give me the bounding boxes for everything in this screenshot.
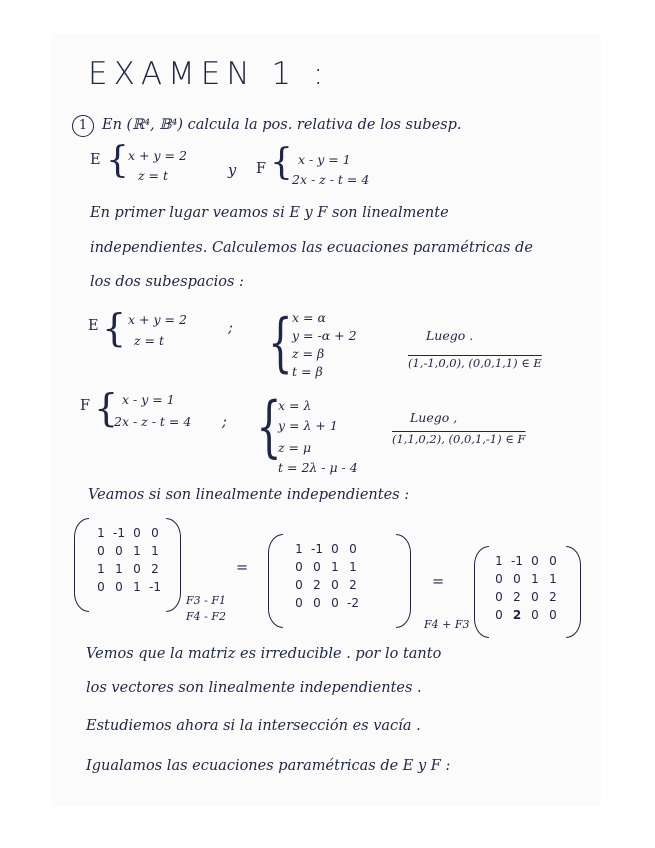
f-label: F — [256, 161, 267, 177]
matrix2-left-paren — [268, 534, 283, 628]
check-line: Veamos si son linealmente independientes : — [88, 487, 410, 503]
e-param-brace: { — [268, 306, 293, 380]
and-word: y — [228, 163, 237, 179]
e-brace: { — [106, 140, 129, 181]
e-vectors: (1,-1,0,0), (0,0,1,1) ∈ E — [408, 356, 542, 370]
m1-cell: 0 — [133, 526, 141, 540]
e-luego: Luego . — [426, 328, 474, 343]
matrix3 — [490, 554, 562, 626]
f-param-1: x = λ — [278, 398, 312, 413]
m3-cell: 0 — [513, 572, 521, 586]
m1-cell: 0 — [115, 580, 123, 594]
matrix3-left-paren — [474, 546, 489, 638]
f-brace: { — [270, 142, 293, 183]
e-separator: ; — [228, 320, 233, 336]
e-implicit-2: z = t — [134, 333, 165, 348]
m2-cell: 0 — [331, 542, 339, 556]
f-equation-1: x - y = 1 — [298, 152, 351, 167]
f-implicit-1: x - y = 1 — [122, 392, 175, 407]
matrix3-right-paren — [566, 546, 581, 638]
m1-cell: 1 — [115, 562, 123, 576]
f-param-4: t = 2λ - μ - 4 — [278, 460, 358, 475]
m1-cell: 1 — [97, 526, 105, 540]
m2-cell: 1 — [331, 560, 339, 574]
problem-number: 1 — [72, 115, 94, 137]
matrix1-right-paren — [166, 518, 181, 612]
e-implicit-1: x + y = 2 — [128, 312, 187, 327]
m2-cell: 1 — [349, 560, 357, 574]
f-luego: Luego , — [410, 410, 458, 425]
matrix2-right-paren — [396, 534, 411, 628]
f-param-3: z = μ — [278, 440, 312, 455]
m3-cell: 1 — [531, 572, 539, 586]
m1-cell: -1 — [149, 580, 161, 594]
m3-cell: 0 — [495, 572, 503, 586]
m2-cell: 0 — [331, 578, 339, 592]
f-system-brace: { — [94, 386, 119, 430]
f-implicit-2: 2x - z - t = 4 — [114, 414, 192, 429]
e-label: E — [90, 152, 101, 168]
m2-cell: 1 — [295, 542, 303, 556]
m3-cell: 0 — [495, 590, 503, 604]
m1-cell: 0 — [115, 544, 123, 558]
m3-cell: 2 — [549, 590, 557, 604]
f-vectors: (1,1,0,2), (0,0,1,-1) ∈ F — [392, 432, 526, 446]
f-equation-2: 2x - z - t = 4 — [292, 172, 370, 187]
m2-cell: 2 — [349, 578, 357, 592]
matrix2 — [290, 542, 362, 614]
m3-cell: 0 — [495, 608, 503, 622]
paragraph1-line3: los dos subespacios : — [90, 274, 244, 290]
e-param-1: x = α — [292, 310, 326, 325]
f-separator: ; — [222, 414, 227, 430]
m1-cell: 0 — [97, 544, 105, 558]
m2-cell: -1 — [311, 542, 323, 556]
problem-statement: En (ℝ⁴, 𝔹⁴) calcula la pos. relativa de los subesp. — [102, 117, 462, 133]
paragraph1-line2: independientes. Calculemos las ecuaciones paramétricas de — [90, 240, 533, 256]
paragraph2-line2: los vectores son linealmente independientes . — [86, 680, 422, 696]
m3-cell: 0 — [531, 608, 539, 622]
m1-cell: -1 — [113, 526, 125, 540]
m2-cell: 0 — [331, 596, 339, 610]
m2-cell: 0 — [295, 578, 303, 592]
m3-cell: 1 — [495, 554, 503, 568]
m3-cell: 1 — [549, 572, 557, 586]
e-param-4: t = β — [292, 364, 323, 379]
m3-cell: 0 — [549, 608, 557, 622]
m3-cell: 0 — [531, 554, 539, 568]
exam-title: EXAMEN 1 : — [88, 56, 330, 92]
m2-cell: -2 — [347, 596, 359, 610]
m1-cell: 1 — [97, 562, 105, 576]
row-op-2: F4 - F2 — [186, 610, 226, 623]
f-system-label: F — [80, 398, 91, 414]
m3-cell: 2 — [513, 590, 521, 604]
row-op-3: F4 + F3 — [424, 618, 470, 631]
paragraph1-line1: En primer lugar veamos si E y F son linealmente — [90, 205, 449, 221]
m3-cell: 0 — [549, 554, 557, 568]
paragraph2-line1: Vemos que la matriz es irreducible . por lo tanto — [86, 646, 442, 662]
paragraph2-line3: Estudiemos ahora si la intersección es vacía . — [86, 718, 421, 734]
m3-cell: 0 — [531, 590, 539, 604]
m2-cell: 0 — [295, 560, 303, 574]
m1-cell: 1 — [133, 544, 141, 558]
e-system-brace: { — [102, 306, 127, 350]
paragraph2-line4: Igualamos las ecuaciones paramétricas de E y F : — [86, 758, 451, 774]
e-param-3: z = β — [292, 346, 325, 361]
m1-cell: 1 — [151, 544, 159, 558]
e-system-label: E — [88, 318, 99, 334]
f-param-brace: { — [256, 388, 282, 465]
m1-cell: 0 — [133, 562, 141, 576]
m1-cell: 1 — [133, 580, 141, 594]
matrix1-left-paren — [74, 518, 89, 612]
row-op-1: F3 - F1 — [186, 594, 226, 607]
m2-cell: 2 — [313, 578, 321, 592]
equals-sign-2: = — [432, 574, 445, 590]
m1-cell: 0 — [97, 580, 105, 594]
e-equation-1: x + y = 2 — [128, 148, 187, 163]
m1-cell: 0 — [151, 526, 159, 540]
m2-cell: 0 — [313, 560, 321, 574]
e-param-2: y = -α + 2 — [292, 328, 357, 343]
equals-sign-1: = — [236, 560, 249, 576]
m3-cell: 2 — [512, 608, 522, 622]
m2-cell: 0 — [313, 596, 321, 610]
matrix1 — [92, 526, 164, 598]
e-equation-2: z = t — [138, 168, 169, 183]
f-param-2: y = λ + 1 — [278, 418, 338, 433]
m2-cell: 0 — [349, 542, 357, 556]
m1-cell: 2 — [151, 562, 159, 576]
m2-cell: 0 — [295, 596, 303, 610]
m3-cell: -1 — [511, 554, 523, 568]
